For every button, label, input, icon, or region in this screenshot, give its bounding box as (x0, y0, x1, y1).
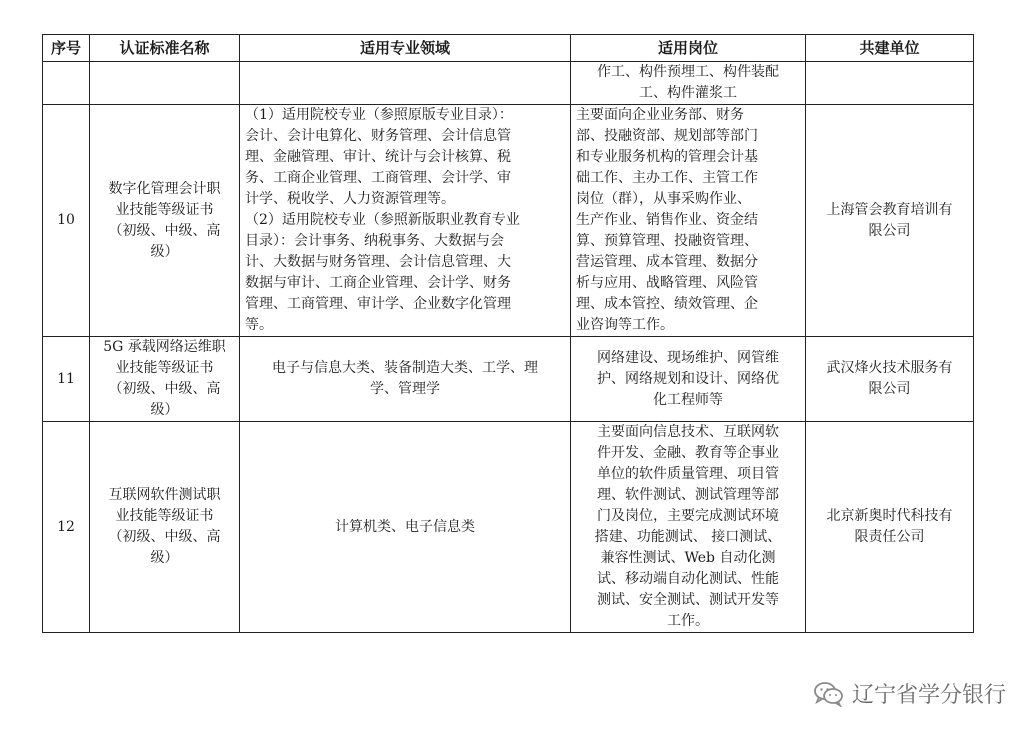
cell-name: 数字化管理会计职 业技能等级证书 （初级、中级、高 级） (90, 105, 240, 337)
header-post: 适用岗位 (571, 35, 806, 62)
cell-no: 12 (43, 422, 90, 633)
cell-post: 主要面向企业业务部、财务 部、投融资部、规划部等部门 和专业服务机构的管理会计基 础工作、主办工作、主管工作 岗位（群），从事采购作业、 生产作业、销售作业、资金结 算、预算管理、投融资管理、 营运管理、成本管理、数据分 析与应用、战略管理、风险管 理、成本管控、绩效管理、企 业咨询等工作。 (571, 105, 806, 337)
table-row (43, 62, 974, 105)
header-no: 序号 (43, 35, 90, 62)
cell-name: 互联网软件测试职 业技能等级证书 （初级、中级、高 级） (90, 422, 240, 633)
cell-no: 10 (43, 105, 90, 337)
certification-table (42, 34, 974, 633)
cell-unit: 北京新奥时代科技有 限责任公司 (806, 422, 974, 633)
cell-field: （1）适用院校专业（参照原版专业目录）： 会计、会计电算化、财务管理、会计信息管 理、金融管理、审计、统计与会计核算、税 务、工商企业管理、工商管理、会计学、审 计学、税收学、人力资源管理等。 （2）适用院校专业（参照新版职业教育专业 目录）：会计事务、纳税事务、大数据与会 计、大数据与财务管理、会计信息管理、大 数据与审计、工商企业管理、会计学、财务 管理、工商管理、审计学、企业数字化管理 等。 (240, 105, 571, 337)
cell-unit: 上海管会教育培训有 限公司 (806, 105, 974, 337)
watermark (814, 678, 1006, 709)
cell-no: 11 (43, 337, 90, 422)
cell-post: 作工、构件预埋工、构件装配 工、构件灌浆工 (571, 62, 806, 105)
cell-unit (806, 62, 974, 105)
wechat-icon (814, 681, 844, 707)
table-row (43, 422, 974, 633)
table-row (43, 337, 974, 422)
cell-field: 电子与信息大类、装备制造大类、工学、理 学、管理学 (240, 337, 571, 422)
header-field: 适用专业领域 (240, 35, 571, 62)
header-name: 认证标准名称 (90, 35, 240, 62)
table-row (43, 105, 974, 337)
cell-post: 主要面向信息技术、互联网软 件开发、金融、教育等企事业 单位的软件质量管理、项目管 理、软件测试、测试管理等部 门及岗位，主要完成测试环境 搭建、功能测试、 接口测试、 兼容性测试、Web 自动化测 试、移动端自动化测试、性能 测试、安全测试、测试开发等 工作。 (571, 422, 806, 633)
watermark-text: 辽宁省学分银行 (851, 683, 1006, 708)
cell-field (240, 62, 571, 105)
cell-name: 5G 承载网络运维职 业技能等级证书 （初级、中级、高 级） (90, 337, 240, 422)
cell-post: 网络建设、现场维护、网管维 护、网络规划和设计、网络优 化工程师等 (571, 337, 806, 422)
cell-field: 计算机类、电子信息类 (240, 422, 571, 633)
cell-name (90, 62, 240, 105)
cell-unit: 武汉烽火技术服务有 限公司 (806, 337, 974, 422)
table-header-row (43, 35, 974, 62)
header-unit: 共建单位 (806, 35, 974, 62)
cell-no (43, 62, 90, 105)
